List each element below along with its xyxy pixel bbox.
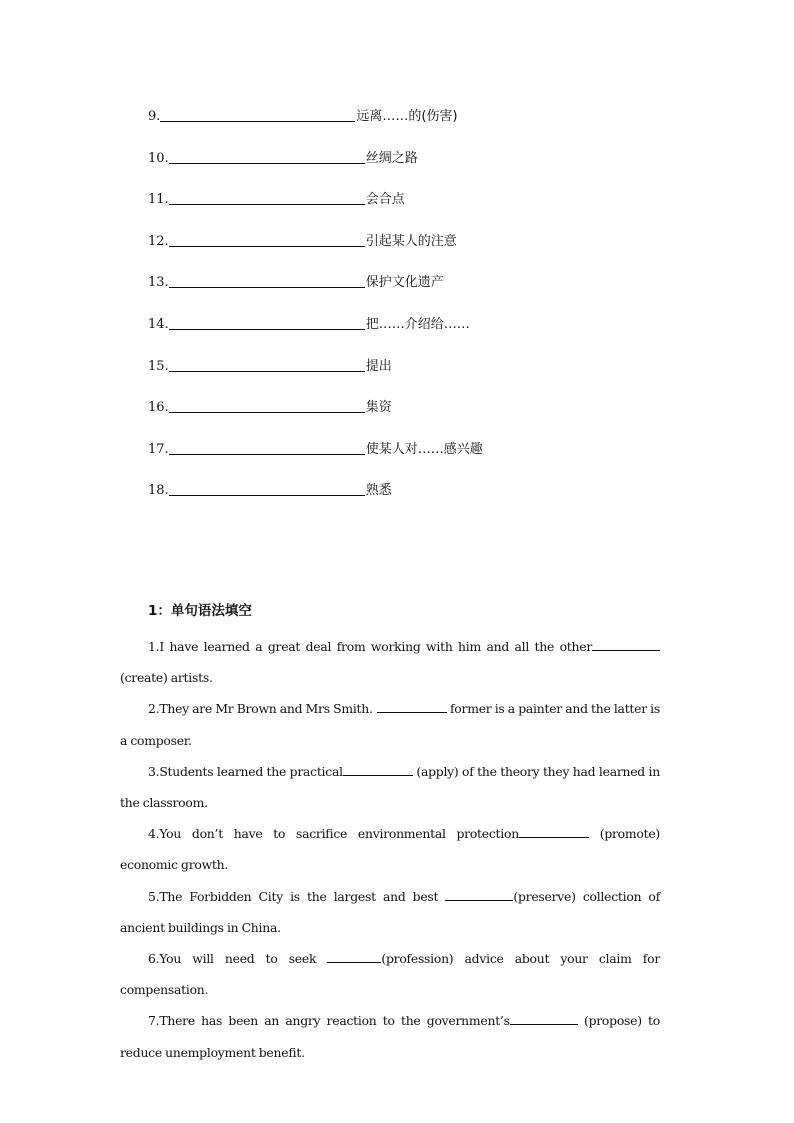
question-text-after: (propose) to reduce unemployment benefit.: [120, 1013, 660, 1060]
phrase-item: [148, 357, 483, 399]
section-title: 1：单句语法填空: [148, 603, 252, 619]
question-item: [120, 1005, 660, 1067]
question-item: [120, 693, 660, 755]
question-text-after: (profession) advice about your claim for compensation.: [120, 951, 660, 998]
answer-blank[interactable]: [169, 440, 365, 455]
question-item: [120, 631, 660, 693]
answer-blank[interactable]: [169, 190, 365, 205]
question-item: [120, 943, 660, 1005]
phrase-chinese: 保护文化遗产: [365, 275, 444, 291]
answer-blank[interactable]: [377, 700, 447, 713]
answer-blank[interactable]: [327, 950, 381, 963]
phrase-chinese: 引起某人的注意: [365, 233, 457, 249]
phrase-item: [148, 481, 483, 523]
question-item: [120, 818, 660, 880]
question-text-before: 2.They are Mr Brown and Mrs Smith.: [148, 701, 373, 717]
question-item: [120, 881, 660, 943]
phrase-chinese: 丝绸之路: [365, 150, 418, 166]
phrase-chinese: 提出: [365, 358, 392, 374]
answer-blank[interactable]: [519, 825, 589, 838]
question-text-before: 1.I have learned a great deal from working with him and all the other: [148, 639, 592, 654]
phrase-item: [148, 440, 483, 482]
answer-blank[interactable]: [160, 107, 355, 122]
answer-blank[interactable]: [343, 763, 413, 776]
phrase-item: [148, 107, 483, 149]
question-text-before: 3.Students learned the practical: [148, 763, 343, 779]
question-text-after: (create) artists.: [120, 670, 213, 686]
question-text-before: 4.You don’t have to sacrifice environmental protection: [148, 826, 519, 842]
answer-blank[interactable]: [592, 638, 660, 651]
phrase-number: 14.: [148, 316, 169, 332]
question-text-after: former is a painter and the latter is a composer.: [120, 701, 660, 748]
question-text-after: (apply) of the theory they had learned in the classroom.: [120, 763, 660, 811]
phrase-chinese: 把……介绍给……: [365, 316, 470, 332]
question-list: [120, 631, 660, 1068]
phrase-chinese: 集资: [365, 400, 392, 416]
phrase-number: 16.: [148, 400, 169, 416]
phrase-chinese: 熟悉: [365, 483, 392, 499]
answer-blank[interactable]: [445, 888, 513, 901]
phrase-item: [148, 232, 483, 274]
answer-blank[interactable]: [169, 315, 365, 330]
answer-blank[interactable]: [169, 398, 365, 413]
phrase-item: [148, 315, 483, 357]
phrase-number: 11.: [148, 192, 169, 208]
answer-blank[interactable]: [510, 1012, 578, 1025]
answer-blank[interactable]: [169, 232, 365, 247]
question-text-before: 5.The Forbidden City is the largest and best: [148, 888, 446, 904]
question-text-before: 7.There has been an angry reaction to the government’s: [148, 1013, 510, 1029]
phrase-number: 9.: [148, 109, 161, 124]
answer-blank[interactable]: [169, 273, 365, 288]
phrase-number: 18.: [148, 483, 169, 499]
phrase-item: [148, 273, 483, 315]
phrase-chinese: 会合点: [365, 192, 405, 208]
question-text-after: (promote) economic growth.: [120, 826, 660, 873]
question-text-before: 6.You will need to seek: [148, 951, 328, 967]
phrase-list: [148, 107, 483, 523]
phrase-chinese: 使某人对……感兴趣: [365, 441, 483, 457]
phrase-item: [148, 149, 483, 191]
question-text-after: (preserve) collection of ancient buildings in China.: [120, 888, 660, 935]
answer-blank[interactable]: [169, 481, 365, 496]
phrase-item: [148, 398, 483, 440]
phrase-number: 17.: [148, 441, 169, 457]
answer-blank[interactable]: [169, 357, 365, 372]
question-item: [120, 756, 660, 818]
phrase-number: 15.: [148, 358, 169, 374]
phrase-number: 10.: [148, 150, 169, 166]
phrase-chinese: 远离……的(伤害): [356, 109, 458, 124]
phrase-number: 13.: [148, 275, 169, 291]
phrase-number: 12.: [148, 233, 169, 249]
answer-blank[interactable]: [169, 149, 365, 164]
phrase-item: [148, 190, 483, 232]
